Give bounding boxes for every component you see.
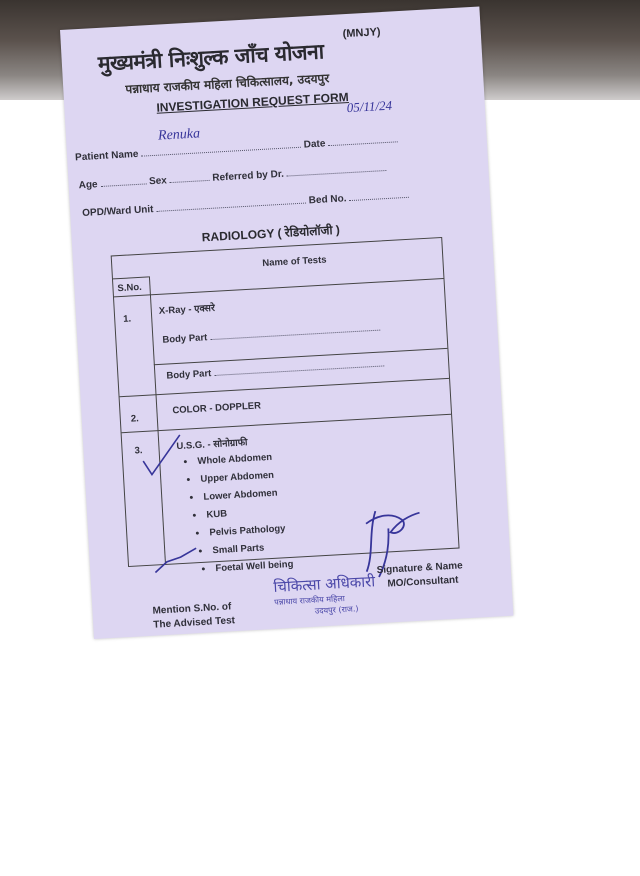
doctor-stamp bbox=[273, 571, 377, 619]
usg-item: ● Upper Abdomen bbox=[186, 470, 274, 486]
patient-name-row bbox=[75, 133, 399, 163]
body-part-label-1: Body Part bbox=[162, 332, 208, 346]
patient-name-label: Patient Name bbox=[74, 148, 139, 164]
stamp-line-3: उदयपुर (राज.) bbox=[314, 604, 359, 616]
investigation-request-form bbox=[60, 7, 513, 639]
sno-header: S.No. bbox=[117, 281, 143, 295]
opd-blank bbox=[156, 195, 306, 212]
opd-label: OPD/Ward Unit bbox=[81, 204, 154, 220]
bed-blank bbox=[349, 189, 409, 201]
mention-line-2: The Advised Test bbox=[153, 615, 236, 631]
row2-name: COLOR - DOPPLER bbox=[172, 400, 262, 417]
mention-line-1: Mention S.No. of bbox=[152, 601, 232, 617]
usg-item: ● Pelvis Pathology bbox=[195, 523, 286, 539]
patient-name-handwritten: Renuka bbox=[157, 126, 201, 144]
usg-item: ● Foetal Well being bbox=[201, 559, 294, 575]
date-handwritten: 05/11/24 bbox=[346, 97, 393, 116]
form-title: मुख्यमंत्री निःशुल्क जाँच योजना bbox=[97, 39, 325, 76]
bed-label: Bed No. bbox=[308, 193, 347, 207]
header-bottom-line bbox=[114, 278, 444, 297]
row3-name: U.S.G. - सोनोग्राफी bbox=[176, 437, 248, 453]
opd-bed-row bbox=[82, 189, 410, 219]
usg-item: ● KUB bbox=[192, 508, 227, 521]
sno-header-line bbox=[113, 276, 149, 279]
sex-blank bbox=[169, 172, 209, 183]
signature-line-2: MO/Consultant bbox=[387, 574, 459, 590]
body-part-row-1 bbox=[162, 322, 380, 346]
hospital-name: पन्नाधाय राजकीय महिला चिकित्सालय, उदयपुर bbox=[125, 71, 330, 97]
body-part-label-2: Body Part bbox=[166, 368, 212, 382]
body-part-blank-1 bbox=[210, 322, 380, 340]
date-blank bbox=[328, 133, 398, 146]
age-label: Age bbox=[78, 179, 98, 192]
signature-line-1: Signature & Name bbox=[376, 560, 463, 577]
age-sex-row bbox=[78, 162, 387, 191]
row1-number: 1. bbox=[122, 313, 132, 325]
row2-number: 2. bbox=[130, 413, 140, 425]
usg-item: ● Small Parts bbox=[198, 542, 264, 557]
referred-blank bbox=[286, 162, 386, 177]
checkmark-ink-icon bbox=[140, 428, 208, 581]
stamp-line-2: पन्नाधाय राजकीय महिला bbox=[274, 593, 346, 607]
row1-name: X-Ray - एक्सरे bbox=[158, 302, 216, 317]
date-label: Date bbox=[303, 138, 326, 151]
form-heading: INVESTIGATION REQUEST FORM bbox=[156, 90, 350, 115]
usg-item: ● Lower Abdomen bbox=[189, 488, 278, 504]
age-blank bbox=[100, 175, 146, 187]
form-title-tag: (MNJY) bbox=[342, 26, 381, 41]
section-title: RADIOLOGY ( रेडियोलॉजी ) bbox=[201, 222, 341, 245]
referred-label: Referred by Dr. bbox=[212, 168, 285, 184]
tests-header: Name of Tests bbox=[262, 254, 327, 270]
usg-item: ● Whole Abdomen bbox=[183, 452, 272, 468]
sex-label: Sex bbox=[148, 175, 168, 188]
row3-number: 3. bbox=[134, 445, 143, 457]
stamp-line-1: चिकित्सा अधिकारी bbox=[272, 572, 376, 596]
